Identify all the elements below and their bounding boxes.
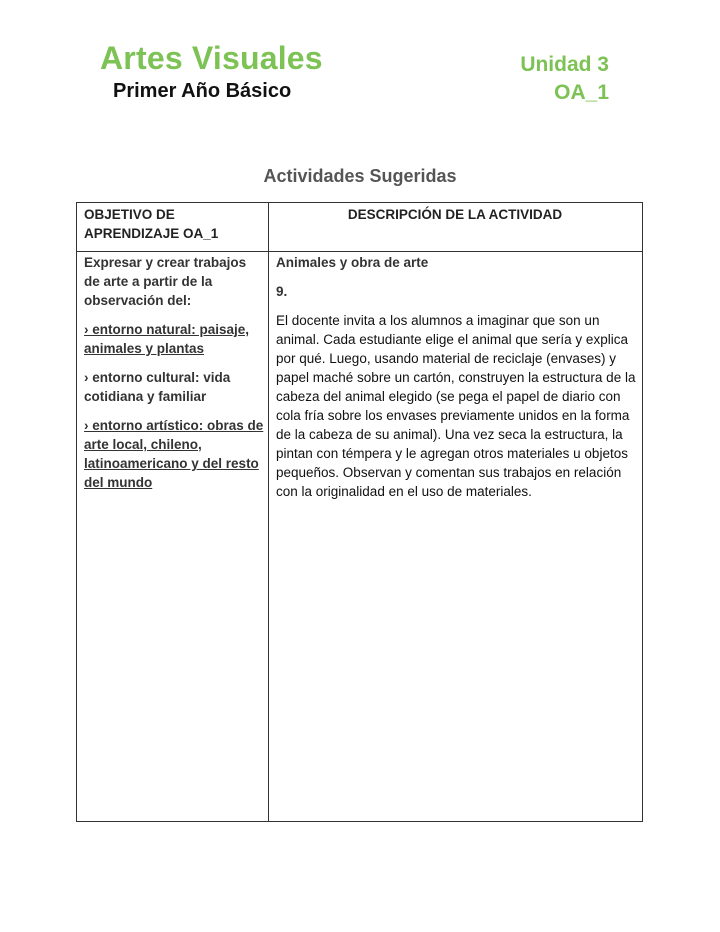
objective-cell — [84, 253, 264, 502]
section-title: Actividades Sugeridas — [263, 166, 457, 186]
activity-number: 9. — [276, 284, 288, 299]
activities-table — [76, 202, 643, 822]
objective-item-artistic: › entorno artístico: obras de arte local, chileno, latinoamericano y del resto del mundo — [84, 418, 264, 490]
subject-title: Artes Visuales — [100, 40, 323, 76]
header-objective: OBJETIVO DE APRENDIZAJE OA_1 — [84, 207, 219, 241]
header-description: DESCRIPCIÓN DE LA ACTIVIDAD — [347, 207, 563, 222]
header-divider — [77, 251, 642, 252]
objective-item-cultural: › entorno cultural: vida cotidiana y familiar — [84, 370, 231, 404]
activity-cell — [276, 253, 638, 511]
objective-item-natural: › entorno natural: paisaje, animales y plantas — [84, 322, 250, 356]
grade-subtitle: Primer Año Básico — [113, 80, 292, 102]
objective-intro: Expresar y crear trabajos de arte a partir de la observación del: — [84, 255, 247, 308]
column-divider — [268, 203, 269, 821]
activity-title: Animales y obra de arte — [276, 255, 429, 270]
objective-code: OA_1 — [554, 81, 609, 104]
unit-label: Unidad 3 — [520, 53, 609, 76]
activity-description: El docente invita a los alumnos a imaginar que son un animal. Cada estudiante elige el animal que sería y explica por qué. Luego, usando material de reciclaje (envases) y papel maché sobre un cartón, construyen la estructura de la cabeza del animal elegido (se pega el papel de diario con cola fría sobre los envases previamente unidos en la forma de la cabeza de su animal). Una vez seca la estructura, la pintan con témpera y le agregan otros materiales u objetos pequeños. Observan y comentan sus trabajos en relación con la originalidad en el uso de materiales. — [276, 313, 636, 499]
